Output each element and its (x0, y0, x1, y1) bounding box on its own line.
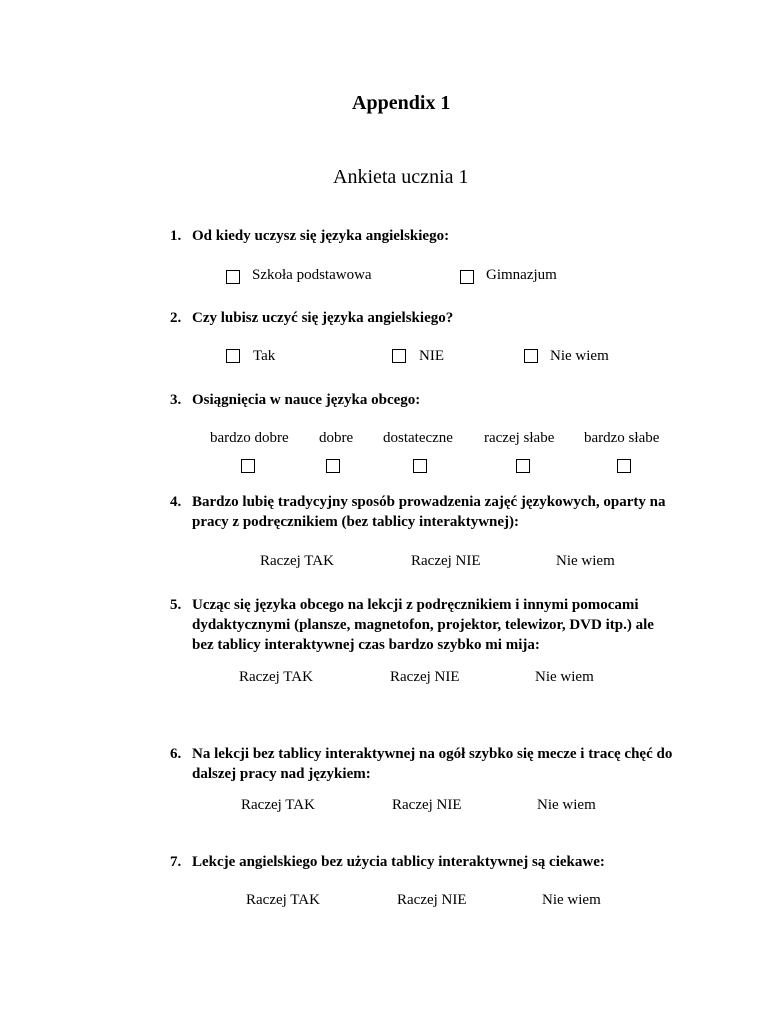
question-text-line-1: Ucząc się języka obcego na lekcji z podręcznikiem i innymi pomocami (192, 597, 639, 613)
question-text: Lekcje angielskiego bez użycia tablicy interaktywnej są ciekawe: (192, 854, 605, 870)
question-number: 3. (170, 392, 182, 408)
option-label: bardzo dobre (210, 430, 289, 446)
question-6 (170, 744, 672, 784)
question-number: 6. (170, 746, 182, 762)
question-text: Osiągnięcia w nauce języka obcego: (192, 392, 421, 408)
option-label: Nie wiem (550, 348, 609, 364)
answer-raczej-tak[interactable]: Raczej TAK (239, 669, 313, 685)
question-text-line-2: dydaktycznymi (plansze, magnetofon, projektor, telewizor, DVD itp.) ale (192, 617, 654, 633)
option-label: Szkoła podstawowa (252, 267, 372, 283)
question-text-line-1: Bardzo lubię tradycyjny sposób prowadzenia zajęć językowych, oparty na (192, 494, 666, 510)
answer-raczej-nie[interactable]: Raczej NIE (411, 553, 481, 569)
checkbox-raczej-slabe[interactable] (516, 459, 530, 473)
answer-raczej-nie[interactable]: Raczej NIE (390, 669, 460, 685)
option-label: dostateczne (383, 430, 453, 446)
checkbox-gimnazjum[interactable] (460, 270, 474, 284)
option-label: NIE (419, 348, 444, 364)
answer-nie-wiem[interactable]: Nie wiem (535, 669, 594, 685)
question-5 (170, 595, 654, 655)
checkbox-dobre[interactable] (326, 459, 340, 473)
question-text: Czy lubisz uczyć się języka angielskiego? (192, 310, 454, 326)
question-4 (170, 492, 665, 532)
question-1 (170, 226, 449, 246)
question-2 (170, 308, 453, 328)
option-label: bardzo słabe (584, 430, 660, 446)
option-label: dobre (319, 430, 354, 446)
answer-raczej-nie[interactable]: Raczej NIE (397, 892, 467, 908)
checkbox-tak[interactable] (226, 349, 240, 363)
checkbox-bardzo-slabe[interactable] (617, 459, 631, 473)
answer-raczej-tak[interactable]: Raczej TAK (241, 797, 315, 813)
answer-raczej-nie[interactable]: Raczej NIE (392, 797, 462, 813)
question-number: 1. (170, 228, 182, 244)
question-number: 7. (170, 854, 182, 870)
answer-nie-wiem[interactable]: Nie wiem (542, 892, 601, 908)
checkbox-nie-wiem[interactable] (524, 349, 538, 363)
page-title: Appendix 1 (352, 92, 451, 114)
question-text-line-1: Na lekcji bez tablicy interaktywnej na ogół szybko się mecze i tracę chęć do (192, 746, 673, 762)
answer-raczej-tak[interactable]: Raczej TAK (260, 553, 334, 569)
question-text-line-2: dalszej pracy nad językiem: (192, 766, 371, 782)
option-label: Gimnazjum (486, 267, 557, 283)
survey-subtitle: Ankieta ucznia 1 (333, 166, 469, 188)
question-text-line-3: bez tablicy interaktywnej czas bardzo szybko mi mija: (192, 637, 540, 653)
question-text-line-2: pracy z podręcznikiem (bez tablicy interaktywnej): (192, 514, 520, 530)
checkbox-dostateczne[interactable] (413, 459, 427, 473)
checkbox-bardzo-dobre[interactable] (241, 459, 255, 473)
question-3 (170, 390, 420, 410)
answer-nie-wiem[interactable]: Nie wiem (556, 553, 615, 569)
answer-nie-wiem[interactable]: Nie wiem (537, 797, 596, 813)
option-label: raczej słabe (484, 430, 555, 446)
question-number: 4. (170, 494, 182, 510)
question-text: Od kiedy uczysz się języka angielskiego: (192, 228, 450, 244)
answer-raczej-tak[interactable]: Raczej TAK (246, 892, 320, 908)
question-number: 2. (170, 310, 182, 326)
checkbox-nie[interactable] (392, 349, 406, 363)
question-7 (170, 852, 605, 872)
option-label: Tak (253, 348, 276, 364)
checkbox-szkola-podstawowa[interactable] (226, 270, 240, 284)
question-number: 5. (170, 597, 182, 613)
